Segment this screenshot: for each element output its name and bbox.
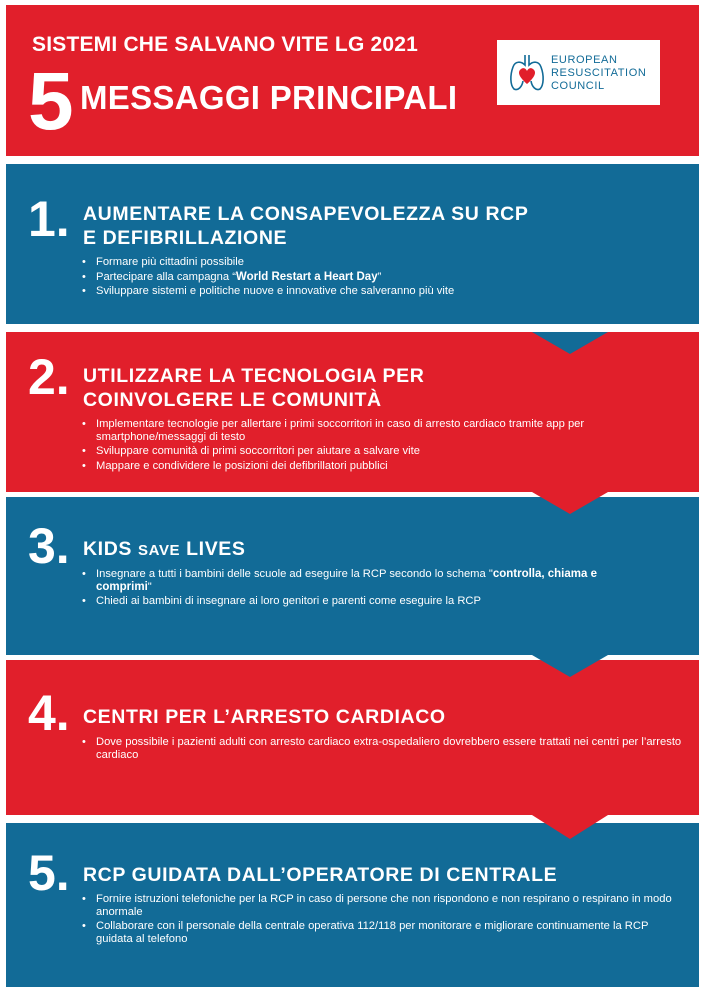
list-item: • Implementare tecnologie per allertare i primi soccorritori in caso di arresto cardiaco tramite app per smartphone/messaggi di testo	[82, 418, 682, 443]
section-5	[6, 823, 699, 987]
section-2	[6, 332, 699, 492]
section-1	[6, 164, 699, 324]
erc-logo	[497, 40, 660, 105]
section-number: 2.	[28, 349, 70, 405]
section-title: AUMENTARE LA CONSAPEVOLEZZA SU RCP E DEFIBRILLAZIONE	[83, 203, 529, 249]
section-title: KIDS SAVE LIVES	[83, 538, 246, 560]
section-title: CENTRI PER L’ARRESTO CARDIACO	[83, 706, 446, 728]
header-banner	[6, 5, 699, 156]
bullet-list	[82, 893, 682, 947]
list-item: • Fornire istruzioni telefoniche per la RCP in caso di persone che non rispondono e non respirano o respirano in modo anormale	[82, 893, 682, 918]
list-item: • Formare più cittadini possibile	[82, 256, 682, 269]
list-item: • Dove possibile i pazienti adulti con arresto cardiaco extra-ospedaliero dovrebbero essere trattati nei centri per l’arresto cardiaco	[82, 736, 682, 761]
header-title: MESSAGGI PRINCIPALI	[80, 79, 458, 116]
section-title: RCP GUIDATA DALL’OPERATORE DI CENTRALE	[83, 864, 558, 886]
bullet-list	[82, 568, 642, 610]
section-4	[6, 660, 699, 815]
list-item: • Insegnare a tutti i bambini delle scuole ad eseguire la RCP secondo lo schema "controlla, chiama e comprimi"	[82, 568, 642, 593]
chevron-down-icon	[532, 655, 608, 677]
list-item: • Partecipare alla campagna “World Restart a Heart Day”	[82, 271, 682, 284]
chevron-down-icon	[532, 815, 608, 839]
chevron-down-icon	[532, 332, 608, 354]
section-number: 3.	[28, 518, 70, 574]
section-3	[6, 497, 699, 655]
section-number: 1.	[28, 191, 70, 247]
header-big-number: 5	[28, 56, 74, 147]
section-title: UTILIZZARE LA TECNOLOGIA PER COINVOLGERE LE COMUNITÀ	[83, 365, 425, 411]
lungs-heart-icon	[507, 51, 547, 93]
list-item: • Collaborare con il personale della centrale operativa 112/118 per monitorare e migliorare continuamente la RCP guidata al telefono	[82, 920, 682, 945]
bullet-list	[82, 736, 682, 763]
chevron-down-icon	[532, 492, 608, 514]
erc-logo-text: EUROPEAN RESUSCITATION COUNCIL	[551, 54, 647, 92]
list-item: • Chiedi ai bambini di insegnare ai loro genitori e parenti come eseguire la RCP	[82, 595, 642, 608]
bullet-list	[82, 256, 682, 300]
list-item: • Sviluppare sistemi e politiche nuove e innovative che salveranno più vite	[82, 285, 682, 298]
header-subtitle: SISTEMI CHE SALVANO VITE LG 2021	[32, 33, 419, 56]
section-number: 5.	[28, 845, 70, 901]
list-item: • Sviluppare comunità di primi soccorritori per aiutare a salvare vite	[82, 445, 682, 458]
section-number: 4.	[28, 685, 70, 741]
list-item: • Mappare e condividere le posizioni dei defibrillatori pubblici	[82, 460, 682, 473]
bullet-list	[82, 418, 682, 474]
